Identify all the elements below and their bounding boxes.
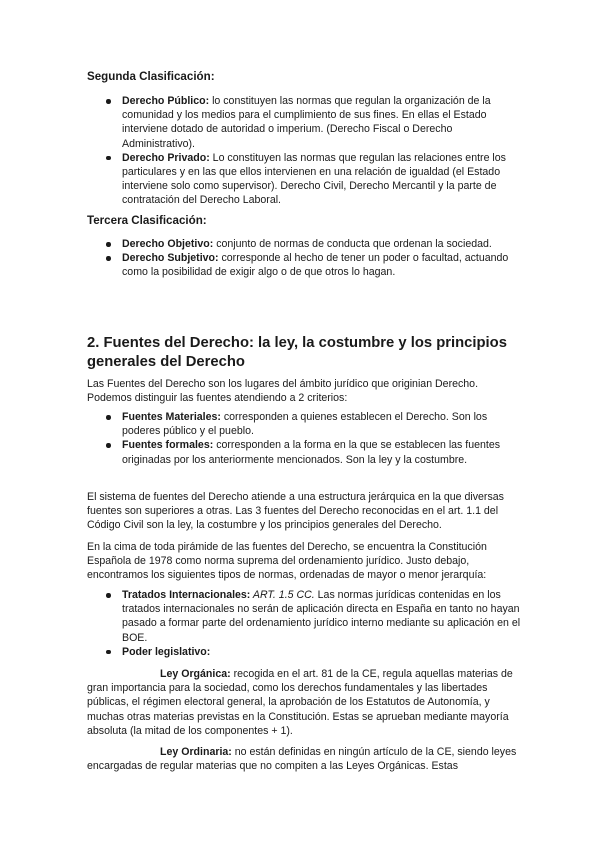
- list-item-derecho-publico: [106, 94, 526, 151]
- term-ley-ordinaria: Ley Ordinaria:: [160, 746, 232, 758]
- text-ley-ordinaria: no están definidas en ningún artículo de la CE, siendo leyes encargadas de regular materias que no compiten a las Leyes Orgánicas. Estas: [87, 746, 517, 773]
- heading-tercera-clasificacion: Tercera Clasificación:: [87, 214, 207, 227]
- term-ley-organica: Ley Orgánica:: [160, 668, 231, 680]
- list-item-tratados-internacionales: [106, 588, 526, 645]
- text-tratados-internacionales: Las normas jurídicas contenidas en los tratados internacionales no serán de aplicación directa en España en tanto no hayan pasado a formar parte del ordenamiento jurídico interno mediante su aplicación en el BOE.: [122, 589, 521, 644]
- term-fuentes-materiales: Fuentes Materiales:: [122, 411, 221, 423]
- list-segunda-clasificacion: [106, 94, 526, 208]
- term-poder-legislativo: Poder legislativo:: [122, 645, 211, 658]
- paragraph-cima-piramide: En la cima de toda pirámide de las fuentes del Derecho, se encuentra la Constitución Española de 1978 como norma suprema del ordenamiento jurídico. Justo debajo, encontramos los siguientes tipos de normas, ordenadas de mayor o menor jerarquía:: [87, 541, 487, 582]
- text-fuentes-formales: corresponden a la forma en la que se establecen las fuentes originadas por los anteriormente mencionados. Son la ley y la costumbre.: [122, 439, 501, 466]
- paragraph-intro-fuentes: Las Fuentes del Derecho son los lugares del ámbito jurídico que originian Derecho. Podemos distinguir las fuentes atendiendo a 2 criterios:: [87, 378, 479, 405]
- list-item-fuentes-formales: [106, 438, 526, 466]
- text-ley-organica: recogida en el art. 81 de la CE, regula aquellas materias de gran importancia para la sociedad, como los derechos fundamentales y las libertades públicas, el régimen electoral general, la aprobación de los Estatutos de Autonomía, y muchas otras materias previstas en la Constitución. Estas se aprueban mediante mayoría absoluta (la mitad de los componentes + 1).: [87, 668, 513, 737]
- paragraph-ley-ordinaria: [87, 745, 525, 773]
- list-item-derecho-subjetivo: [106, 251, 526, 279]
- term-fuentes-formales: Fuentes formales:: [122, 439, 214, 452]
- term-tratados-internacionales: Tratados Internacionales:: [122, 589, 251, 601]
- term-derecho-publico: Derecho Público:: [122, 95, 210, 107]
- paragraph-ley-organica: [87, 667, 525, 738]
- term-derecho-privado: Derecho Privado:: [122, 151, 210, 164]
- list-tipos-normas: [106, 588, 526, 659]
- text-derecho-subjetivo: corresponde al hecho de tener un poder o facultad, actuando como la posibilidad de exigir algo o de que otros lo hagan.: [122, 252, 509, 279]
- term-derecho-objetivo: Derecho Objetivo:: [122, 238, 214, 250]
- text-fuentes-materiales: corresponden a quienes establecen el Derecho. Son los poderes público y el pueblo.: [122, 411, 488, 438]
- text-derecho-objetivo: conjunto de normas de conducta que ordenan la sociedad.: [213, 238, 492, 250]
- list-item-derecho-privado: [106, 151, 526, 208]
- text-derecho-privado: Lo constituyen las normas que regulan las relaciones entre los particulares y en las que ellos intervienen en una relación de igualdad (el Estado interviene solo como supervisor). Derecho Civil, Derecho Mercantil y la parte de contratación del Derecho Laboral.: [122, 151, 506, 207]
- list-item-fuentes-materiales: [106, 410, 526, 438]
- list-tercera-clasificacion: [106, 237, 526, 280]
- term-derecho-subjetivo: Derecho Subjetivo:: [122, 252, 219, 265]
- list-item-poder-legislativo: [106, 645, 526, 659]
- section-title-fuentes: 2. Fuentes del Derecho: la ley, la costumbre y los principios generales del Derecho: [87, 335, 507, 370]
- list-item-derecho-objetivo: [106, 237, 526, 251]
- text-derecho-publico: lo constituyen las normas que regulan la organización de la comunidad y los medios para el cumplimiento de sus fines. En ellas el Estado interviene dotado de autoridad o imperium. (Derecho Fiscal o Derecho Administrativo).: [122, 95, 491, 150]
- ref-tratados: ART. 1.5 CC.: [250, 589, 315, 601]
- list-criterios: [106, 410, 526, 467]
- heading-segunda-clasificacion: Segunda Clasificación:: [87, 70, 215, 83]
- paragraph-jerarquia: El sistema de fuentes del Derecho atiende a una estructura jerárquica en la que diversas fuentes son superiores a otras. Las 3 fuentes del Derecho reconocidas en el art. 1.1 del Código Civil son la ley, la costumbre y los principios generales del Derecho.: [87, 491, 504, 532]
